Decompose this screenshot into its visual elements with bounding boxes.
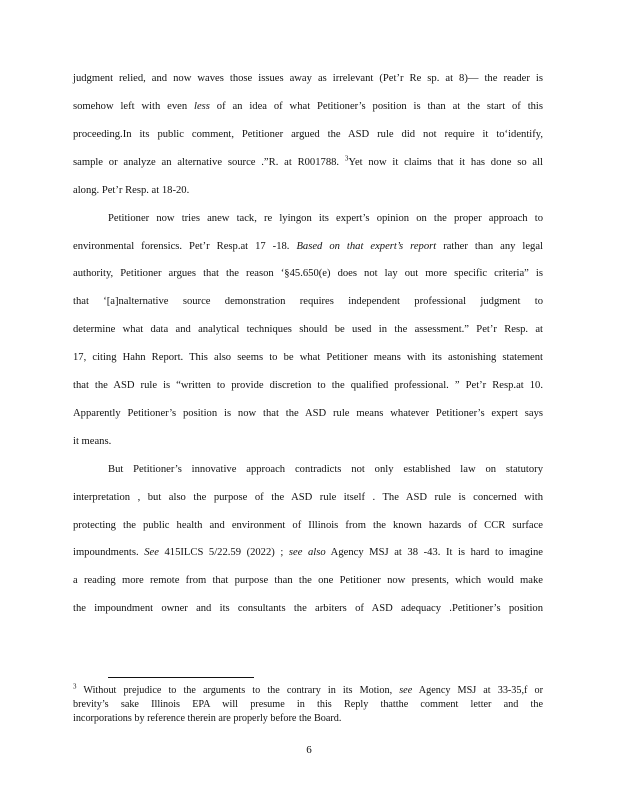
body-line: environmental forensics. Pet’r Resp.at 17 -18. Based on that expert’s report rather than any legal: [73, 241, 543, 252]
footnote-line: brevity’s sake Illinois EPA will presume in this Reply thatthe comment letter and the: [73, 699, 543, 710]
page-number: 6: [306, 744, 312, 756]
body-line: protecting the public health and environment of Illinois from the known hazards of CCR surface: [73, 520, 543, 531]
body-line: proceeding.In its public comment, Petitioner argued the ASD rule did not require it to‘identify,: [73, 129, 543, 140]
italic-text: Based on that expert’s report: [296, 241, 437, 252]
body-line: a reading more remote from that purpose than the one Petitioner now presents, which would make: [73, 575, 543, 586]
body-line: Apparently Petitioner’s position is now that the ASD rule means whatever Petitioner’s expert says: [73, 408, 543, 419]
footnote-separator: [108, 677, 254, 678]
body-line: that the ASD rule is “written to provide discretion to the qualified professional. ” Pet’r Resp.at 10.: [73, 380, 543, 391]
body-line: determine what data and analytical techniques should be used in the assessment.” Pet’r Resp. at: [73, 324, 543, 335]
body-line: But Petitioner’s innovative approach contradicts not only established law on statutory: [108, 464, 543, 475]
body-line: impoundments. See 415ILCS 5/22.59 (2022) ; see also Agency MSJ at 38 -43. It is hard to imagine: [73, 547, 543, 558]
body-line: it means.: [73, 436, 112, 447]
footnote-line: incorporations by reference therein are properly before the Board.: [73, 713, 342, 724]
body-line: 17, citing Hahn Report. This also seems to be what Petitioner means with its astonishing statement: [73, 352, 543, 363]
footnote-marker: 3: [344, 154, 349, 163]
body-line: along. Pet’r Resp. at 18-20.: [73, 185, 190, 196]
footnote-line: $^3$ Without prejudice to the arguments to the contrary in its Motion, see Agency MSJ at 33-35,f or: [73, 682, 543, 696]
body-line: that ‘[a]nalternative source demonstration requires independent professional judgment to: [73, 296, 543, 307]
body-line: interpretation , but also the purpose of the ASD rule itself . The ASD rule is concerned with: [73, 492, 543, 503]
italic-text: See: [144, 547, 159, 558]
body-line: the impoundment owner and its consultants the arbiters of ASD adequacy .Petitioner’s position: [73, 603, 543, 614]
body-line: Petitioner now tries anew tack, re lyingon its expert’s opinion on the proper approach to: [108, 213, 543, 224]
body-line: sample or analyze an alternative source .”R. at R001788. $^3$Yet now it claims that it has done so all: [73, 154, 543, 168]
italic-text: less: [194, 101, 210, 112]
italic-text: see also: [288, 547, 326, 558]
body-line: somehow left with even less of an idea of what Petitioner’s position is than at the start of this: [73, 101, 543, 112]
body-line: authority, Petitioner argues that the reason ‘§45.650(e) does not lay out more specific criteria” is: [73, 268, 543, 279]
italic-text: see: [399, 685, 413, 696]
body-line: judgment relied, and now waves those issues away as irrelevant (Pet’r Re sp. at 8)— the reader is: [73, 73, 543, 84]
footnote-marker: 3: [73, 682, 77, 691]
